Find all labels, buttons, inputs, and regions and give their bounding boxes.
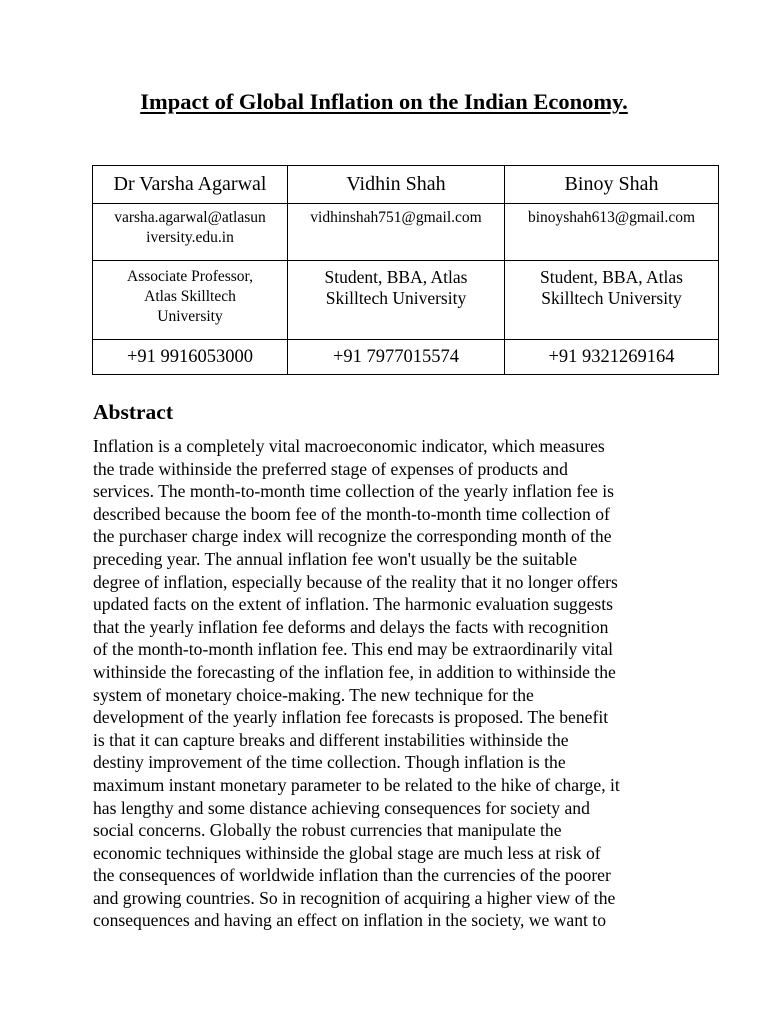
author-role (505, 261, 719, 340)
abstract-line: and growing countries. So in recognition of acquiring a higher view of the (93, 887, 616, 908)
abstract-line: social concerns. Globally the robust currencies that manipulate the (93, 820, 562, 841)
abstract-line: that the yearly inflation fee deforms and delays the facts with recognition (93, 616, 609, 637)
author-role-line: Associate Professor, (127, 268, 253, 285)
abstract-line: Inflation is a completely vital macroeconomic indicator, which measures (93, 436, 605, 456)
abstract-line: destiny improvement of the time collection. Though inflation is the (93, 752, 566, 773)
author-email (288, 204, 505, 261)
author-phone: +91 7977015574 (288, 340, 505, 375)
abstract-line: the consequences of worldwide inflation than the currencies of the poorer (93, 865, 611, 886)
author-email-row (93, 204, 719, 261)
author-role-line: Skilltech University (325, 288, 467, 308)
abstract-line: of the month-to-month inflation fee. This end may be extraordinarily vital (93, 639, 614, 660)
author-email (93, 204, 288, 261)
author-role-row (93, 261, 719, 340)
abstract-line: economic techniques withinside the global stage are much less at risk of (93, 842, 601, 863)
abstract-heading: Abstract (93, 400, 174, 424)
abstract-line: is that it can capture breaks and different instabilities withinside the (93, 729, 569, 750)
abstract-line: maximum instant monetary parameter to be related to the hike of charge, it (93, 774, 620, 795)
author-phone: +91 9916053000 (93, 340, 288, 375)
abstract-line: preceding year. The annual inflation fee won't usually be the suitable (93, 548, 578, 569)
abstract-line: has lengthy and some distance achieving consequences for society and (93, 797, 590, 818)
author-email (505, 204, 719, 261)
abstract-line: development of the yearly inflation fee forecasts is proposed. The benefit (93, 707, 609, 728)
author-name: Dr Varsha Agarwal (93, 166, 288, 204)
abstract-line: system of monetary choice-making. The new technique for the (93, 684, 534, 705)
author-role (288, 261, 505, 340)
author-role-line: Student, BBA, Atlas (324, 267, 468, 287)
author-name-row (93, 166, 719, 204)
abstract-line: the purchaser charge index will recognize the corresponding month of the (93, 526, 612, 547)
abstract-line: the trade withinside the preferred stage of expenses of products and (93, 458, 568, 479)
author-email-line: varsha.agarwal@atlasun (114, 209, 266, 226)
author-email-line: binoyshah613@gmail.com (527, 209, 696, 226)
author-role (93, 261, 288, 340)
abstract-line: withinside the forecasting of the inflation fee, in addition to withinside the (93, 661, 616, 682)
author-email-line: vidhinshah751@gmail.com (310, 209, 482, 226)
author-role-line: University (157, 308, 223, 325)
abstract-line: degree of inflation, especially because of the reality that it no longer offers (93, 571, 618, 592)
abstract-line: consequences and having an effect on inflation in the society, we want to (93, 910, 606, 931)
author-role-line: Student, BBA, Atlas (540, 267, 683, 287)
abstract-line: updated facts on the extent of inflation. The harmonic evaluation suggests (93, 594, 614, 615)
author-role-line: Atlas Skilltech (144, 288, 236, 305)
author-phone-row (93, 340, 719, 375)
author-name: Binoy Shah (505, 166, 719, 204)
abstract-body (93, 435, 683, 932)
author-table (92, 165, 719, 375)
abstract-line: services. The month-to-month time collection of the yearly inflation fee is (93, 481, 614, 502)
paper-title: Impact of Global Inflation on the Indian Economy. (140, 89, 628, 114)
abstract-line: described because the boom fee of the month-to-month time collection of (93, 503, 610, 524)
author-email-line: iversity.edu.in (146, 229, 234, 246)
author-name: Vidhin Shah (288, 166, 505, 204)
author-phone: +91 9321269164 (505, 340, 719, 375)
author-role-line: Skilltech University (541, 288, 682, 308)
